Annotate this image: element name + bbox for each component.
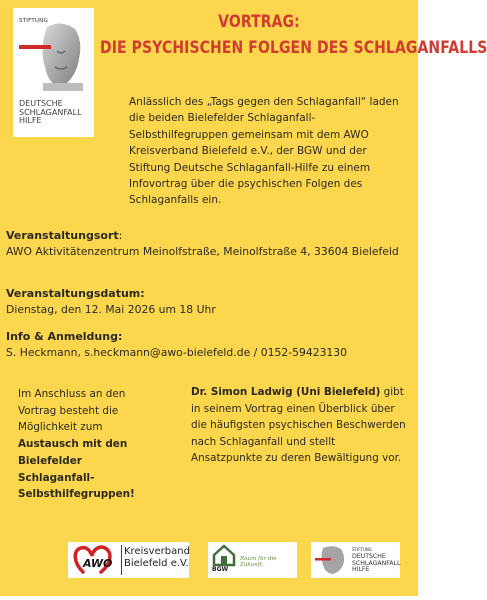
- bgw-mark: BGW: [212, 566, 229, 573]
- stiftung-footer-name: DEUTSCHE SCHLAGANFALL HILFE: [352, 553, 401, 574]
- house-icon: [212, 544, 236, 566]
- title-line-2: DIE PSYCHISCHEN FOLGEN DES SCHLAGANFALLS: [100, 38, 487, 58]
- date-section: [6, 286, 410, 319]
- logo-name: DEUTSCHE SCHLAGANFALL HILFE: [19, 99, 82, 126]
- contact-value: S. Heckmann, s.heckmann@awo-bielefeld.de / 0152-59423130: [6, 346, 348, 360]
- location-section: [6, 228, 410, 261]
- title-line-1: VORTRAG:: [218, 12, 300, 32]
- head-sculpture-icon: [33, 21, 89, 91]
- logo-red-bar: [19, 45, 51, 49]
- speaker-name: Dr. Simon Ladwig (Uni Bielefeld): [191, 386, 381, 398]
- stiftung-footer-logo: [311, 542, 400, 578]
- stiftung-logo: [13, 8, 94, 137]
- awo-mark: AWO: [83, 557, 113, 570]
- awo-divider: [121, 545, 122, 575]
- stiftung-footer-top: STIFTUNG: [352, 547, 372, 552]
- awo-logo: [68, 542, 189, 578]
- contact-section: [6, 329, 410, 362]
- bgw-tagline: Raum für die Zukunft: [240, 556, 277, 568]
- exchange-highlight: Austausch mit den Bielefelder Schlaganfall-Selbsthilfegruppen!: [18, 438, 135, 501]
- exchange-paragraph: Im Anschluss an den Vortrag besteht die Möglichkeit zum Austausch mit den Bielefelder Schlaganfall-Selbsthilfegruppen!: [18, 388, 135, 501]
- logo-top-label: STIFTUNG: [19, 18, 48, 24]
- location-heading: Veranstaltungsort:: [6, 229, 123, 242]
- date-value: Dienstag, den 12. Mai 2026 um 18 Uhr: [6, 303, 216, 317]
- location-value: AWO Aktivitätenzentrum Meinolfstraße, Meinolfstraße 4, 33604 Bielefeld: [6, 245, 399, 259]
- date-heading: Veranstaltungsdatum:: [6, 287, 145, 300]
- awo-name: Kreisverband Bielefeld e.V.: [124, 546, 190, 569]
- intro-paragraph: Anlässlich des „Tags gegen den Schlaganfall“ laden die beiden Bielefelder Schlaganfall-Selbsthilfegruppen gemeinsam mit dem AWO Kreisverband Bielefeld e.V., der BGW und der Stiftung Deutsche Schlaganfall-Hilfe zu einem Infovortrag über die psychischen Folgen des Schlaganfalls ein.: [129, 96, 399, 207]
- speaker-paragraph: Dr. Simon Ladwig (Uni Bielefeld) gibt in seinem Vortrag einen Überblick über die häufigsten psychischen Beschwerden nach Schlaganfall und stellt Ansatzpunkte zu deren Bewältigung vor.: [191, 386, 406, 464]
- contact-heading: Info & Anmeldung:: [6, 330, 123, 343]
- head-sculpture-small-icon: [315, 545, 349, 575]
- bgw-logo: [208, 542, 297, 578]
